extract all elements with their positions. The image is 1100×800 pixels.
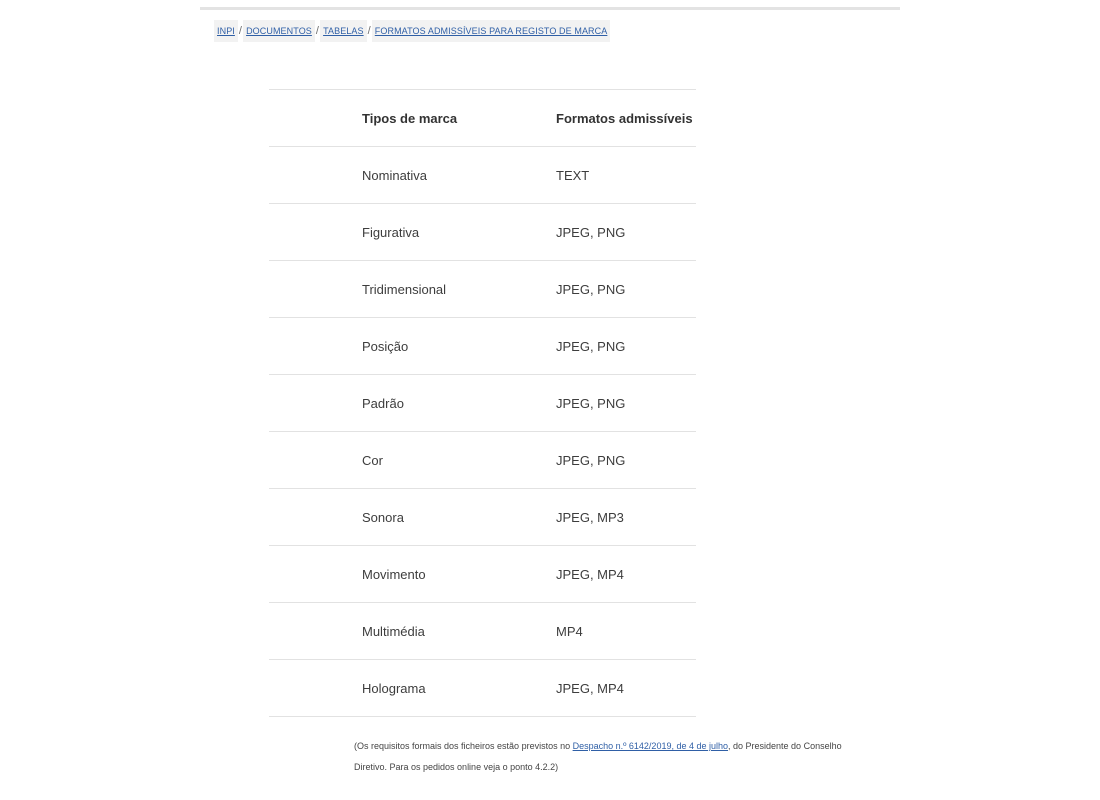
cell-formatos: JPEG, PNG <box>556 375 696 432</box>
cell-formatos: JPEG, PNG <box>556 318 696 375</box>
table-row <box>269 546 696 603</box>
column-header-formatos: Formatos admissíveis <box>556 90 696 147</box>
cell-tipo-de-marca: Multimédia <box>362 603 556 660</box>
table-spacer-cell <box>269 204 362 261</box>
table-row <box>269 660 696 717</box>
cell-formatos: JPEG, PNG <box>556 204 696 261</box>
table-body <box>269 147 696 717</box>
table-spacer-cell <box>269 432 362 489</box>
table-row <box>269 432 696 489</box>
table-spacer-cell <box>269 546 362 603</box>
cell-tipo-de-marca: Sonora <box>362 489 556 546</box>
cell-tipo-de-marca: Movimento <box>362 546 556 603</box>
breadcrumb-inpi[interactable]: INPI <box>214 20 238 42</box>
breadcrumb <box>214 18 610 43</box>
table-row <box>269 603 696 660</box>
cell-tipo-de-marca: Tridimensional <box>362 261 556 318</box>
cell-formatos: JPEG, MP4 <box>556 660 696 717</box>
cell-tipo-de-marca: Padrão <box>362 375 556 432</box>
column-header-tipos: Tipos de marca <box>362 90 556 147</box>
table-spacer-cell <box>269 489 362 546</box>
despacho-link[interactable]: Despacho n.º 6142/2019, de 4 de julho <box>572 741 729 751</box>
cell-tipo-de-marca: Figurativa <box>362 204 556 261</box>
table-row <box>269 375 696 432</box>
top-divider <box>200 7 900 10</box>
table-spacer-cell <box>269 603 362 660</box>
table-spacer-cell <box>269 660 362 717</box>
cell-formatos: JPEG, MP4 <box>556 546 696 603</box>
footnote <box>354 736 854 778</box>
breadcrumb-separator: / <box>367 24 371 37</box>
table-row <box>269 204 696 261</box>
breadcrumb-tabelas[interactable]: TABELAS <box>320 20 367 42</box>
cell-formatos: TEXT <box>556 147 696 204</box>
table-row <box>269 261 696 318</box>
footnote-text-before: (Os requisitos formais dos ficheiros estão previstos no <box>354 741 573 751</box>
table-spacer-cell <box>269 147 362 204</box>
cell-tipo-de-marca: Posição <box>362 318 556 375</box>
breadcrumb-current-page[interactable]: FORMATOS ADMISSÍVEIS PARA REGISTO DE MARCA <box>372 20 611 42</box>
cell-formatos: JPEG, MP3 <box>556 489 696 546</box>
table-row <box>269 318 696 375</box>
formats-table <box>269 89 696 717</box>
cell-tipo-de-marca: Cor <box>362 432 556 489</box>
table-header-row <box>269 90 696 147</box>
breadcrumb-separator: / <box>315 24 320 37</box>
table-spacer-cell <box>269 375 362 432</box>
cell-formatos: JPEG, PNG <box>556 261 696 318</box>
table-spacer-cell <box>269 318 362 375</box>
cell-formatos: JPEG, PNG <box>556 432 696 489</box>
table-spacer-cell <box>269 261 362 318</box>
table-row <box>269 489 696 546</box>
cell-formatos: MP4 <box>556 603 696 660</box>
breadcrumb-documentos[interactable]: DOCUMENTOS <box>243 20 315 42</box>
cell-tipo-de-marca: Nominativa <box>362 147 556 204</box>
formats-table-container <box>269 89 696 717</box>
table-row <box>269 147 696 204</box>
footnote-text-after: , do Presidente do Conselho Diretivo. Para os pedidos online veja o ponto 4.2.2) <box>354 741 842 772</box>
cell-tipo-de-marca: Holograma <box>362 660 556 717</box>
breadcrumb-separator: / <box>238 24 243 37</box>
table-spacer-cell <box>269 90 362 147</box>
